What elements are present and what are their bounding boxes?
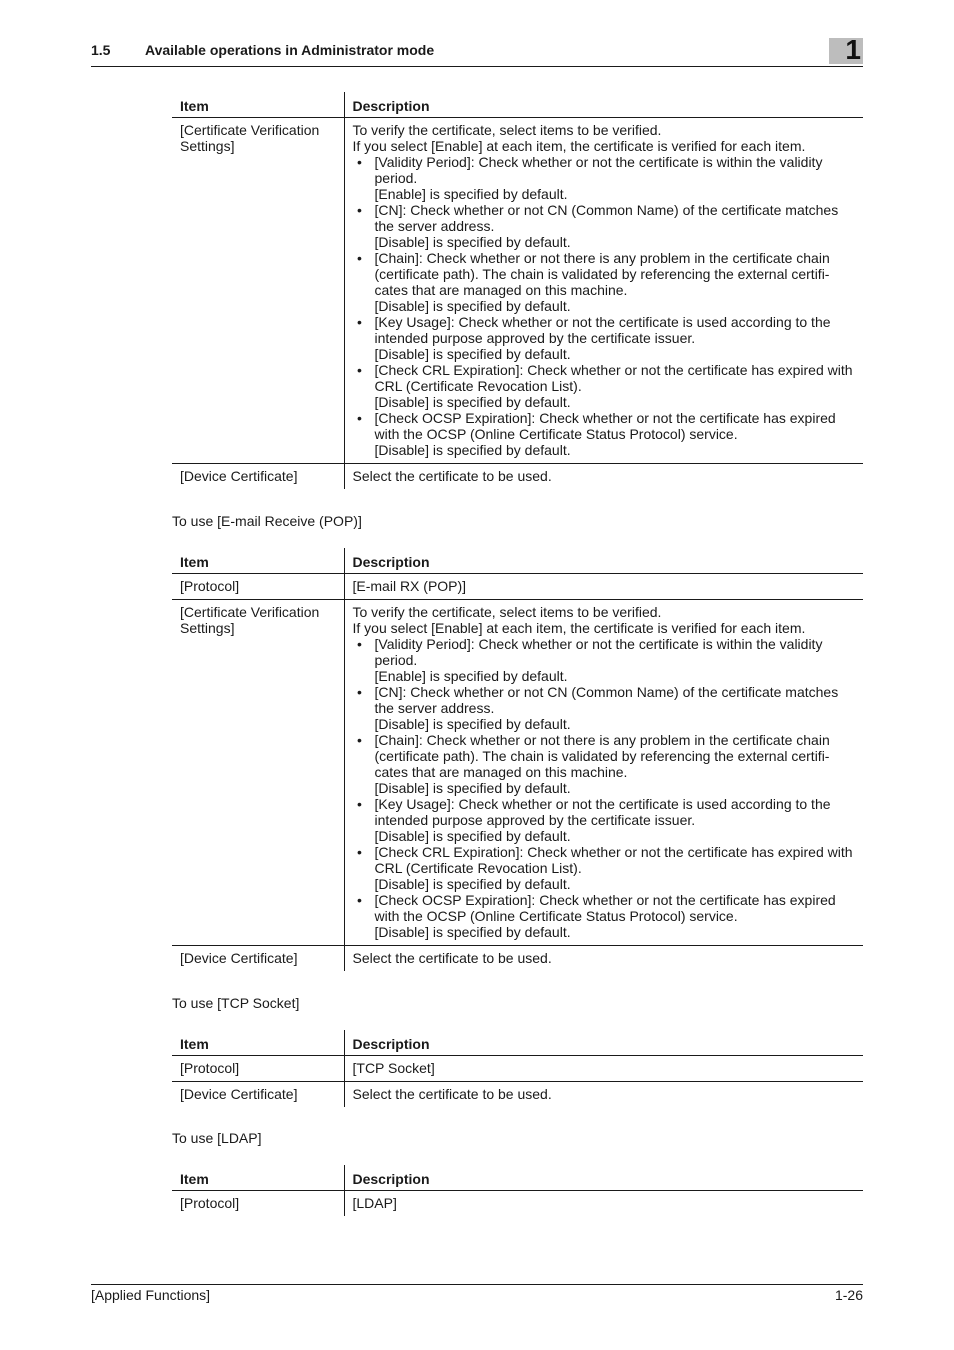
column-header-item: Item (172, 1165, 344, 1191)
list-item (375, 636, 856, 684)
default-note: [Disable] is specified by default. (374, 442, 571, 458)
footer-section-name: [Applied Functions] (91, 1287, 211, 1303)
table-row (172, 118, 863, 464)
description-cell (344, 600, 863, 946)
list-item (375, 892, 856, 940)
bullet-text: [Chain]: Check whether or not there is any problem in the certificate chain (certificate path). The chain is validated by referencing the external certifi-cates that are managed on this machine. (374, 732, 830, 780)
item-cell: [Device Certificate] (172, 464, 344, 490)
description-cell: [LDAP] (352, 1195, 397, 1211)
table-header-row (172, 92, 863, 118)
bullet-text: [Check CRL Expiration]: Check whether or not the certificate has expired with CRL (Certificate Revocation List). (374, 362, 853, 394)
table-header-row (172, 1165, 863, 1191)
list-item (375, 314, 856, 362)
table-row (172, 1082, 863, 1108)
default-note: [Disable] is specified by default. (374, 828, 571, 844)
description-intro: If you select [Enable] at each item, the certificate is verified for each item. (352, 620, 806, 636)
table-row (172, 946, 863, 972)
default-note: [Enable] is specified by default. (374, 186, 568, 202)
chapter-badge (829, 34, 863, 65)
column-header-item: Item (172, 92, 344, 118)
item-cell: [Certificate Verification Settings] (172, 118, 344, 464)
list-item (375, 154, 856, 202)
page-number: 1-26 (834, 1287, 863, 1303)
default-note: [Disable] is specified by default. (374, 234, 571, 250)
item-cell: [Protocol] (172, 1191, 344, 1217)
list-item (375, 410, 856, 458)
table-row (172, 574, 863, 600)
list-item (375, 732, 856, 796)
item-cell: [Device Certificate] (172, 1082, 344, 1108)
description-cell: Select the certificate to be used. (352, 950, 552, 966)
list-item (375, 844, 856, 892)
list-item (375, 796, 856, 844)
tcp-section-label: To use [TCP Socket] (172, 995, 300, 1011)
ldap-section-label: To use [LDAP] (172, 1130, 262, 1146)
bullet-text: [Check CRL Expiration]: Check whether or not the certificate has expired with CRL (Certificate Revocation List). (374, 844, 853, 876)
bullet-text: [Key Usage]: Check whether or not the certificate is used according to the intended purpose approved by the certificate issuer. (374, 796, 831, 828)
column-header-description: Description (344, 1165, 863, 1191)
bullet-text: [CN]: Check whether or not CN (Common Name) of the certificate matches the server address. (374, 684, 839, 716)
list-item (375, 250, 856, 314)
table-row (172, 1191, 863, 1217)
bullet-text: [Check OCSP Expiration]: Check whether or not the certificate has expired with the OCSP (Online Certificate Status Protocol) service. (374, 410, 836, 442)
description-intro: To verify the certificate, select items to be verified. (352, 604, 662, 620)
table-header-row (172, 548, 863, 574)
table-ldap (172, 1165, 863, 1216)
bullet-list (353, 636, 856, 940)
default-note: [Disable] is specified by default. (374, 298, 571, 314)
table-header-row (172, 1030, 863, 1056)
default-note: [Disable] is specified by default. (374, 716, 571, 732)
pop-section-label: To use [E-mail Receive (POP)] (172, 513, 362, 529)
description-intro: If you select [Enable] at each item, the certificate is verified for each item. (352, 138, 806, 154)
description-cell: Select the certificate to be used. (352, 1086, 552, 1102)
table-row (172, 600, 863, 946)
column-header-description: Description (344, 92, 863, 118)
bullet-text: [CN]: Check whether or not CN (Common Name) of the certificate matches the server address. (374, 202, 839, 234)
description-cell: [E-mail RX (POP)] (344, 574, 863, 600)
column-header-item: Item (172, 548, 344, 574)
item-cell: [Protocol] (172, 1056, 344, 1082)
bullet-list (353, 154, 856, 458)
description-cell (344, 118, 863, 464)
description-cell: Select the certificate to be used. (352, 468, 552, 484)
default-note: [Disable] is specified by default. (374, 924, 571, 940)
bullet-text: [Key Usage]: Check whether or not the certificate is used according to the intended purpose approved by the certificate issuer. (374, 314, 831, 346)
table-cert-settings-continued (172, 92, 863, 489)
list-item (375, 684, 856, 732)
column-header-description: Description (344, 548, 863, 574)
description-intro: To verify the certificate, select items to be verified. (352, 122, 662, 138)
table-row (172, 1056, 863, 1082)
list-item (375, 362, 856, 410)
page-footer (91, 1284, 863, 1303)
bullet-text: [Validity Period]: Check whether or not the certificate is within the validity period. (374, 636, 823, 668)
table-tcp-socket (172, 1030, 863, 1107)
section-title: Available operations in Administrator mode (145, 42, 435, 58)
bullet-text: [Check OCSP Expiration]: Check whether or not the certificate has expired with the OCSP (Online Certificate Status Protocol) service. (374, 892, 836, 924)
description-cell: [TCP Socket] (344, 1056, 863, 1082)
default-note: [Enable] is specified by default. (374, 668, 568, 684)
list-item (375, 202, 856, 250)
item-cell: [Certificate Verification Settings] (172, 600, 344, 946)
chapter-number: 1 (845, 34, 861, 65)
table-pop (172, 548, 863, 971)
column-header-item: Item (172, 1030, 344, 1056)
table-row (172, 464, 863, 490)
item-cell: [Device Certificate] (172, 946, 344, 972)
bullet-text: [Chain]: Check whether or not there is any problem in the certificate chain (certificate path). The chain is validated by referencing the external certifi-cates that are managed on this machine. (374, 250, 830, 298)
default-note: [Disable] is specified by default. (374, 780, 571, 796)
default-note: [Disable] is specified by default. (374, 346, 571, 362)
page-header (91, 40, 863, 67)
item-cell: [Protocol] (172, 574, 344, 600)
default-note: [Disable] is specified by default. (374, 876, 571, 892)
column-header-description: Description (344, 1030, 863, 1056)
bullet-text: [Validity Period]: Check whether or not the certificate is within the validity period. (374, 154, 823, 186)
section-number: 1.5 (91, 42, 111, 58)
default-note: [Disable] is specified by default. (374, 394, 571, 410)
